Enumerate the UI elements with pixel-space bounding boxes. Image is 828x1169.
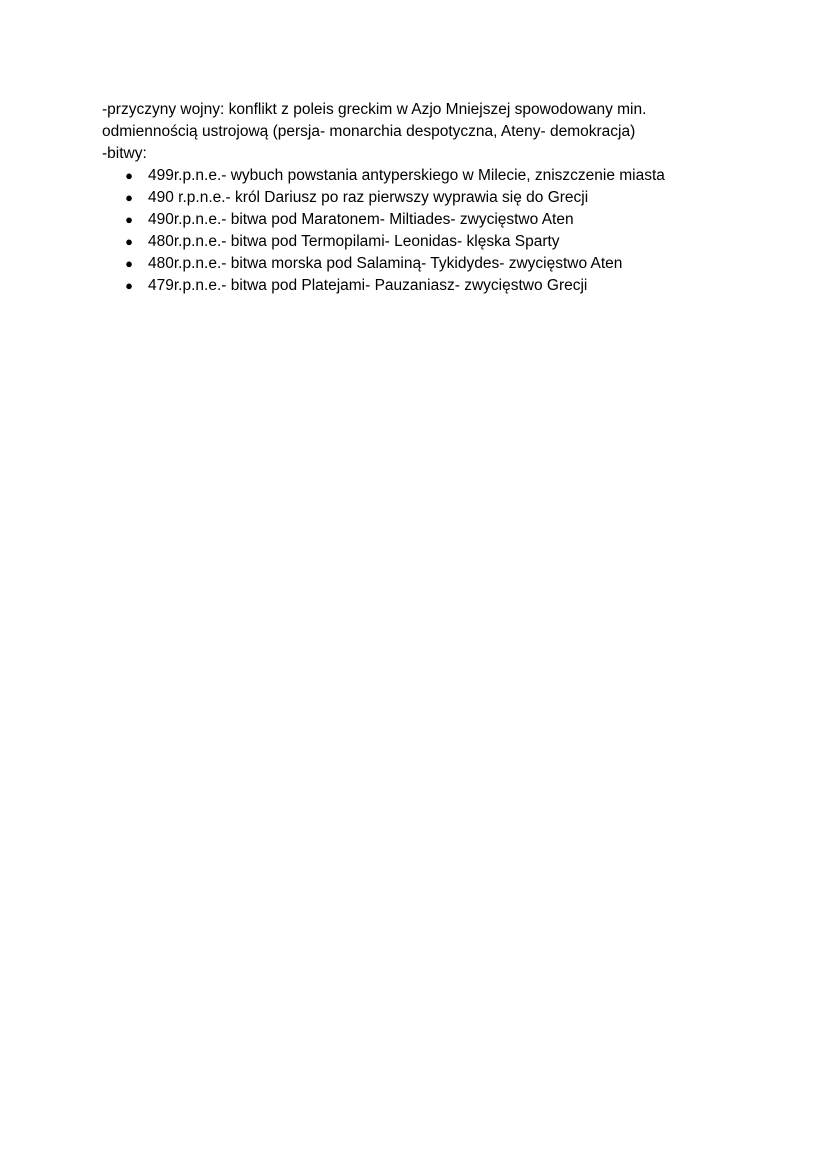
list-item <box>102 275 782 297</box>
bullet-icon: ● <box>125 278 133 293</box>
battle-text: 480r.p.n.e.- bitwa morska pod Salaminą- Tykidydes- zwycięstwo Aten <box>148 255 623 272</box>
list-item <box>102 231 782 253</box>
battles-list <box>102 165 782 297</box>
bullet-icon: ● <box>125 256 133 271</box>
battle-text: 480r.p.n.e.- bitwa pod Termopilami- Leonidas- klęska Sparty <box>148 233 560 250</box>
list-item <box>102 209 782 231</box>
bullet-icon: ● <box>125 234 133 249</box>
document-body <box>102 99 782 297</box>
battle-text: 479r.p.n.e.- bitwa pod Platejami- Pauzaniasz- zwycięstwo Grecji <box>148 277 588 294</box>
battles-heading: -bitwy: <box>102 145 147 162</box>
list-item <box>102 253 782 275</box>
list-item <box>102 187 782 209</box>
battle-text: 490 r.p.n.e.- król Dariusz po raz pierwszy wyprawia się do Grecji <box>148 189 589 206</box>
bullet-icon: ● <box>125 168 133 183</box>
intro-line-1: -przyczyny wojny: konflikt z poleis greckim w Azjo Mniejszej spowodowany min. <box>102 101 647 118</box>
list-item <box>102 165 782 187</box>
bullet-icon: ● <box>125 190 133 205</box>
intro-line-2: odmiennością ustrojową (persja- monarchia despotyczna, Ateny- demokracja) <box>102 123 636 140</box>
battle-text: 499r.p.n.e.- wybuch powstania antyperskiego w Milecie, zniszczenie miasta <box>148 167 665 184</box>
battle-text: 490r.p.n.e.- bitwa pod Maratonem- Miltiades- zwycięstwo Aten <box>148 211 574 228</box>
bullet-icon: ● <box>125 212 133 227</box>
